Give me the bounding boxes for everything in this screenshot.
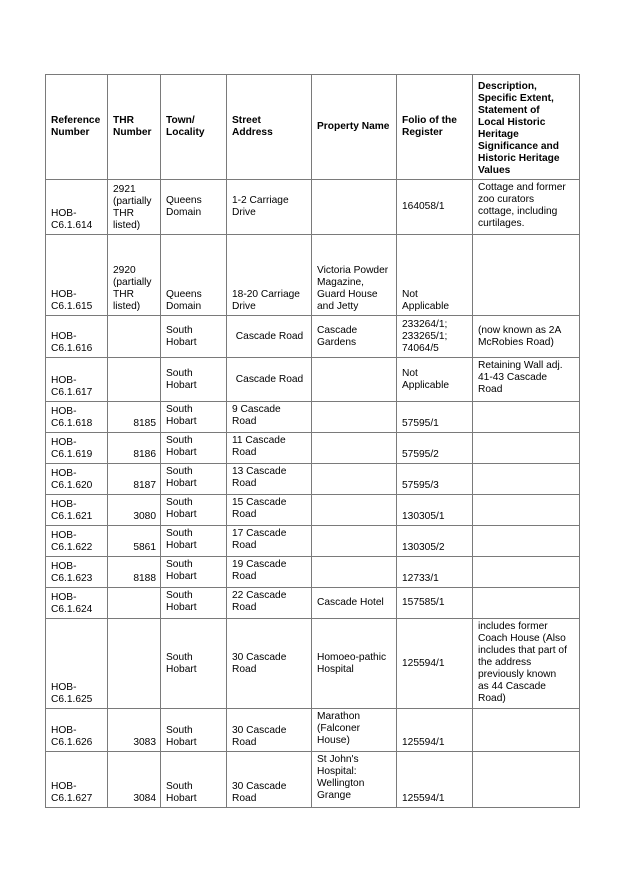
reference-number-cell xyxy=(46,433,108,464)
reference-number-cell xyxy=(46,588,108,619)
text-line: HOB- xyxy=(51,406,77,417)
table-row xyxy=(46,752,580,808)
description-cell xyxy=(473,464,580,495)
thr-number-cell xyxy=(108,588,161,619)
text-line: South xyxy=(166,590,193,601)
text-line: C6.1.617 xyxy=(51,387,93,398)
text-line: 8185 xyxy=(133,418,156,429)
text-line: Hobart xyxy=(166,540,197,551)
text-line: HOB- xyxy=(51,289,77,300)
text-line: C6.1.615 xyxy=(51,301,93,312)
property-name-cell xyxy=(312,316,397,358)
heritage-register-table xyxy=(45,74,580,808)
table-row xyxy=(46,316,580,358)
town-locality-cell xyxy=(161,526,227,557)
text-line: South xyxy=(166,559,193,570)
town-locality-cell xyxy=(161,709,227,752)
text-line: Domain xyxy=(166,207,202,218)
text-line: House) xyxy=(317,735,350,746)
col-header-street-address xyxy=(227,75,312,180)
text-line: Register xyxy=(402,127,443,138)
property-name-cell xyxy=(312,464,397,495)
text-line: HOB- xyxy=(51,375,77,386)
text-line: Local Historic xyxy=(478,117,546,128)
text-line: C6.1.620 xyxy=(51,480,93,491)
property-name-cell xyxy=(312,433,397,464)
text-line: C6.1.623 xyxy=(51,573,93,584)
thr-number-cell xyxy=(108,709,161,752)
reference-number-cell xyxy=(46,619,108,709)
text-line: 2920 xyxy=(113,265,136,276)
text-line: HOB- xyxy=(51,530,77,541)
text-line: Not xyxy=(402,367,418,379)
text-line: South xyxy=(166,651,193,663)
text-line: 164058/1 xyxy=(402,201,445,212)
text-line: Applicable xyxy=(402,301,450,312)
text-line: HOB- xyxy=(51,561,77,572)
text-line: Road xyxy=(232,416,257,427)
town-locality-cell xyxy=(161,557,227,588)
text-line: HOB- xyxy=(51,592,77,603)
text-line: 15 Cascade xyxy=(232,497,287,508)
text-line: HOB- xyxy=(51,437,77,448)
text-line: 125594/1 xyxy=(402,657,445,669)
text-line: THR xyxy=(113,115,134,126)
description-cell xyxy=(473,180,580,235)
text-line: C6.1.621 xyxy=(51,511,93,522)
description-cell xyxy=(473,588,580,619)
street-address-cell xyxy=(227,495,312,526)
property-name-cell xyxy=(312,619,397,709)
text-line: previously known xyxy=(478,669,557,680)
text-line: 11 Cascade xyxy=(232,435,286,446)
text-line: Town/ xyxy=(166,115,195,126)
text-line: St John's xyxy=(317,754,359,765)
property-name-cell xyxy=(312,180,397,235)
text-line: (now known as 2A xyxy=(478,324,562,336)
text-line: 22 Cascade xyxy=(232,590,287,601)
description-cell xyxy=(473,619,580,709)
street-address-cell xyxy=(227,588,312,619)
folio-cell xyxy=(397,709,473,752)
text-line: 57595/1 xyxy=(402,418,439,429)
thr-number-cell xyxy=(108,180,161,235)
text-line: 233265/1; xyxy=(402,331,448,342)
text-line: Road xyxy=(232,571,257,582)
thr-number-cell xyxy=(108,358,161,402)
text-line: Cottage and former xyxy=(478,182,566,193)
text-line: THR xyxy=(113,289,134,300)
text-line: HOB- xyxy=(51,781,77,792)
text-line: Road xyxy=(232,509,257,520)
text-line: C6.1.624 xyxy=(51,604,93,615)
street-address-cell xyxy=(227,752,312,808)
text-line: HOB- xyxy=(51,682,77,693)
text-line: Number xyxy=(51,127,90,138)
text-line: C6.1.622 xyxy=(51,542,93,553)
text-line: C6.1.627 xyxy=(51,793,93,804)
property-name-cell xyxy=(312,557,397,588)
text-line: 30 Cascade xyxy=(232,725,287,736)
text-line: Homoeo-pathic xyxy=(317,651,387,663)
thr-number-cell xyxy=(108,402,161,433)
folio-cell xyxy=(397,495,473,526)
street-address-cell xyxy=(227,709,312,752)
town-locality-cell xyxy=(161,464,227,495)
text-line: Road xyxy=(232,602,257,613)
reference-number-cell xyxy=(46,752,108,808)
text-line: the address xyxy=(478,657,532,668)
text-line: 9 Cascade xyxy=(232,404,281,415)
text-line: 3084 xyxy=(133,793,156,804)
text-line: C6.1.619 xyxy=(51,449,93,460)
text-line: South xyxy=(166,781,193,792)
text-line: 13 Cascade xyxy=(232,466,287,477)
street-address-cell xyxy=(227,316,312,358)
text-line: Hobart xyxy=(166,336,197,348)
text-line: Significance and xyxy=(478,141,559,152)
street-address-cell xyxy=(227,180,312,235)
reference-number-cell xyxy=(46,180,108,235)
reference-number-cell xyxy=(46,557,108,588)
text-line: South xyxy=(166,725,193,736)
text-line: Hobart xyxy=(166,416,197,427)
reference-number-cell xyxy=(46,316,108,358)
text-line: Not xyxy=(402,289,418,300)
text-line: HOB- xyxy=(51,208,77,219)
text-line: Hospital xyxy=(317,663,354,675)
text-line: Hobart xyxy=(166,478,197,489)
thr-number-cell xyxy=(108,433,161,464)
text-line: C6.1.616 xyxy=(51,343,93,354)
text-line: Magazine, xyxy=(317,277,365,288)
text-line: HOB- xyxy=(51,725,77,736)
text-line: listed) xyxy=(113,220,141,231)
street-address-cell xyxy=(227,358,312,402)
text-line: 233264/1; xyxy=(402,319,448,330)
text-line: 30 Cascade xyxy=(232,651,287,663)
text-line: Heritage xyxy=(478,129,519,140)
text-line: Statement of xyxy=(478,105,540,116)
description-cell xyxy=(473,235,580,316)
text-line: Road xyxy=(232,478,257,489)
property-name-cell xyxy=(312,495,397,526)
thr-number-cell xyxy=(108,495,161,526)
text-line: South xyxy=(166,324,193,336)
folio-cell xyxy=(397,588,473,619)
text-line: Cascade xyxy=(317,324,358,336)
text-line: HOB- xyxy=(51,331,77,342)
text-line: South xyxy=(166,528,193,539)
text-line: listed) xyxy=(113,301,141,312)
text-line: Grange xyxy=(317,790,351,801)
text-line: Road xyxy=(232,663,257,675)
text-line: HOB- xyxy=(51,468,77,479)
property-name-cell xyxy=(312,402,397,433)
text-line: 3083 xyxy=(133,737,156,748)
reference-number-cell xyxy=(46,464,108,495)
text-line: Hospital: xyxy=(317,766,357,777)
text-line: Road xyxy=(232,540,257,551)
folio-cell xyxy=(397,464,473,495)
text-line: Road xyxy=(232,737,257,748)
text-line: (partially xyxy=(113,277,152,288)
col-header-town-locality xyxy=(161,75,227,180)
text-line: Road) xyxy=(478,693,506,704)
description-cell xyxy=(473,495,580,526)
text-line: 1-2 Carriage xyxy=(232,195,289,206)
table-row xyxy=(46,402,580,433)
text-line: C6.1.625 xyxy=(51,694,93,705)
text-line: Road xyxy=(232,793,257,804)
folio-cell xyxy=(397,358,473,402)
text-line: Hobart xyxy=(166,663,197,675)
text-line: THR xyxy=(113,208,134,219)
town-locality-cell xyxy=(161,495,227,526)
text-line: 57595/3 xyxy=(402,480,439,491)
text-line: Gardens xyxy=(317,336,357,348)
text-line: Marathon xyxy=(317,711,361,722)
text-line: McRobies Road) xyxy=(478,336,554,348)
folio-cell xyxy=(397,180,473,235)
table-header-row xyxy=(46,75,580,180)
text-line: South xyxy=(166,497,193,508)
table-row xyxy=(46,358,580,402)
folio-cell xyxy=(397,557,473,588)
town-locality-cell xyxy=(161,180,227,235)
thr-number-cell xyxy=(108,235,161,316)
text-line: Street xyxy=(232,115,261,126)
table-row xyxy=(46,495,580,526)
text-line: 57595/2 xyxy=(402,449,439,460)
text-line: South xyxy=(166,435,193,446)
town-locality-cell xyxy=(161,619,227,709)
text-line: Guard House xyxy=(317,289,378,300)
text-line: 125594/1 xyxy=(402,793,445,804)
table-row xyxy=(46,588,580,619)
folio-cell xyxy=(397,526,473,557)
description-cell xyxy=(473,433,580,464)
reference-number-cell xyxy=(46,402,108,433)
text-line: 130305/2 xyxy=(402,542,445,553)
text-line: Historic Heritage xyxy=(478,153,560,164)
text-line: Applicable xyxy=(402,379,450,391)
text-line: Drive xyxy=(232,301,256,312)
property-name-cell xyxy=(312,588,397,619)
reference-number-cell xyxy=(46,235,108,316)
folio-cell xyxy=(397,316,473,358)
description-cell xyxy=(473,709,580,752)
property-name-cell xyxy=(312,358,397,402)
town-locality-cell xyxy=(161,433,227,464)
text-line: Hobart xyxy=(166,793,197,804)
text-line: Folio of the xyxy=(402,115,457,126)
folio-cell xyxy=(397,619,473,709)
folio-cell xyxy=(397,433,473,464)
thr-number-cell xyxy=(108,464,161,495)
folio-cell xyxy=(397,752,473,808)
text-line: includes former xyxy=(478,621,548,632)
text-line: 2921 xyxy=(113,184,136,195)
text-line: Number xyxy=(113,127,152,138)
text-line: Hobart xyxy=(166,447,197,458)
table-row xyxy=(46,619,580,709)
text-line: zoo curators xyxy=(478,194,535,205)
street-address-cell xyxy=(227,235,312,316)
text-line: South xyxy=(166,367,193,379)
text-line: Cascade Road xyxy=(235,330,304,342)
col-header-reference-number xyxy=(46,75,108,180)
text-line: 30 Cascade xyxy=(232,781,287,792)
text-line: 74064/5 xyxy=(402,343,439,354)
text-line: 125594/1 xyxy=(402,737,445,748)
text-line: (partially xyxy=(113,196,152,207)
thr-number-cell xyxy=(108,619,161,709)
text-line: Wellington xyxy=(317,778,365,789)
description-cell xyxy=(473,557,580,588)
text-line: 41-43 Cascade xyxy=(478,372,548,383)
folio-cell xyxy=(397,235,473,316)
text-line: Drive xyxy=(232,207,256,218)
text-line: Road xyxy=(478,384,503,395)
description-cell xyxy=(473,402,580,433)
reference-number-cell xyxy=(46,358,108,402)
text-line: Values xyxy=(478,165,511,176)
street-address-cell xyxy=(227,557,312,588)
text-line: Retaining Wall adj. xyxy=(478,360,563,371)
text-line: Reference xyxy=(51,115,101,126)
text-line: 130305/1 xyxy=(402,511,445,522)
town-locality-cell xyxy=(161,358,227,402)
description-cell xyxy=(473,316,580,358)
text-line: Domain xyxy=(166,301,202,312)
text-line: 8187 xyxy=(133,480,156,491)
text-line: 18-20 Carriage xyxy=(232,289,300,300)
text-line: Cascade Hotel xyxy=(317,597,384,608)
text-line: C6.1.618 xyxy=(51,418,93,429)
folio-cell xyxy=(397,402,473,433)
text-line: 5861 xyxy=(133,542,156,553)
text-line: cottage, including xyxy=(478,206,558,217)
text-line: Hobart xyxy=(166,571,197,582)
text-line: Property Name xyxy=(317,121,390,132)
text-line: Hobart xyxy=(166,737,197,748)
street-address-cell xyxy=(227,526,312,557)
text-line: Hobart xyxy=(166,602,197,613)
text-line: South xyxy=(166,466,193,477)
text-line: Cascade Road xyxy=(235,373,304,385)
description-cell xyxy=(473,526,580,557)
text-line: Queens xyxy=(166,289,202,300)
col-header-property-name xyxy=(312,75,397,180)
table-row xyxy=(46,235,580,316)
text-line: as 44 Cascade xyxy=(478,681,546,692)
text-line: Locality xyxy=(166,127,205,138)
table-row xyxy=(46,433,580,464)
thr-number-cell xyxy=(108,752,161,808)
text-line: and Jetty xyxy=(317,301,359,312)
text-line: Description, xyxy=(478,81,537,92)
text-line: Victoria Powder xyxy=(317,265,389,276)
text-line: 17 Cascade xyxy=(232,528,287,539)
text-line: Road xyxy=(232,447,257,458)
table-row xyxy=(46,557,580,588)
text-line: 157585/1 xyxy=(402,597,445,608)
table-row xyxy=(46,464,580,495)
text-line: Specific Extent, xyxy=(478,93,554,104)
text-line: Hobart xyxy=(166,509,197,520)
thr-number-cell xyxy=(108,557,161,588)
table-row xyxy=(46,526,580,557)
street-address-cell xyxy=(227,464,312,495)
property-name-cell xyxy=(312,709,397,752)
text-line: 12733/1 xyxy=(402,573,439,584)
text-line: includes that part of xyxy=(478,645,567,656)
text-line: Coach House (Also xyxy=(478,633,566,644)
street-address-cell xyxy=(227,402,312,433)
col-header-thr-number xyxy=(108,75,161,180)
table-row xyxy=(46,180,580,235)
property-name-cell xyxy=(312,752,397,808)
description-cell xyxy=(473,358,580,402)
town-locality-cell xyxy=(161,752,227,808)
col-header-folio xyxy=(397,75,473,180)
reference-number-cell xyxy=(46,526,108,557)
text-line: 3080 xyxy=(133,511,156,522)
town-locality-cell xyxy=(161,402,227,433)
text-line: C6.1.614 xyxy=(51,220,93,231)
thr-number-cell xyxy=(108,316,161,358)
text-line: C6.1.626 xyxy=(51,737,93,748)
reference-number-cell xyxy=(46,495,108,526)
street-address-cell xyxy=(227,619,312,709)
town-locality-cell xyxy=(161,316,227,358)
property-name-cell xyxy=(312,235,397,316)
text-line: Queens xyxy=(166,195,202,206)
description-cell xyxy=(473,752,580,808)
text-line: (Falconer xyxy=(317,723,361,734)
text-line: Address xyxy=(232,127,273,138)
text-line: curtilages. xyxy=(478,218,525,229)
street-address-cell xyxy=(227,433,312,464)
text-line: HOB- xyxy=(51,499,77,510)
text-line: Hobart xyxy=(166,379,197,391)
table-row xyxy=(46,709,580,752)
town-locality-cell xyxy=(161,235,227,316)
text-line: 19 Cascade xyxy=(232,559,287,570)
thr-number-cell xyxy=(108,526,161,557)
col-header-description xyxy=(473,75,580,180)
town-locality-cell xyxy=(161,588,227,619)
text-line: South xyxy=(166,404,193,415)
text-line: 8186 xyxy=(133,449,156,460)
reference-number-cell xyxy=(46,709,108,752)
text-line: 8188 xyxy=(133,573,156,584)
property-name-cell xyxy=(312,526,397,557)
